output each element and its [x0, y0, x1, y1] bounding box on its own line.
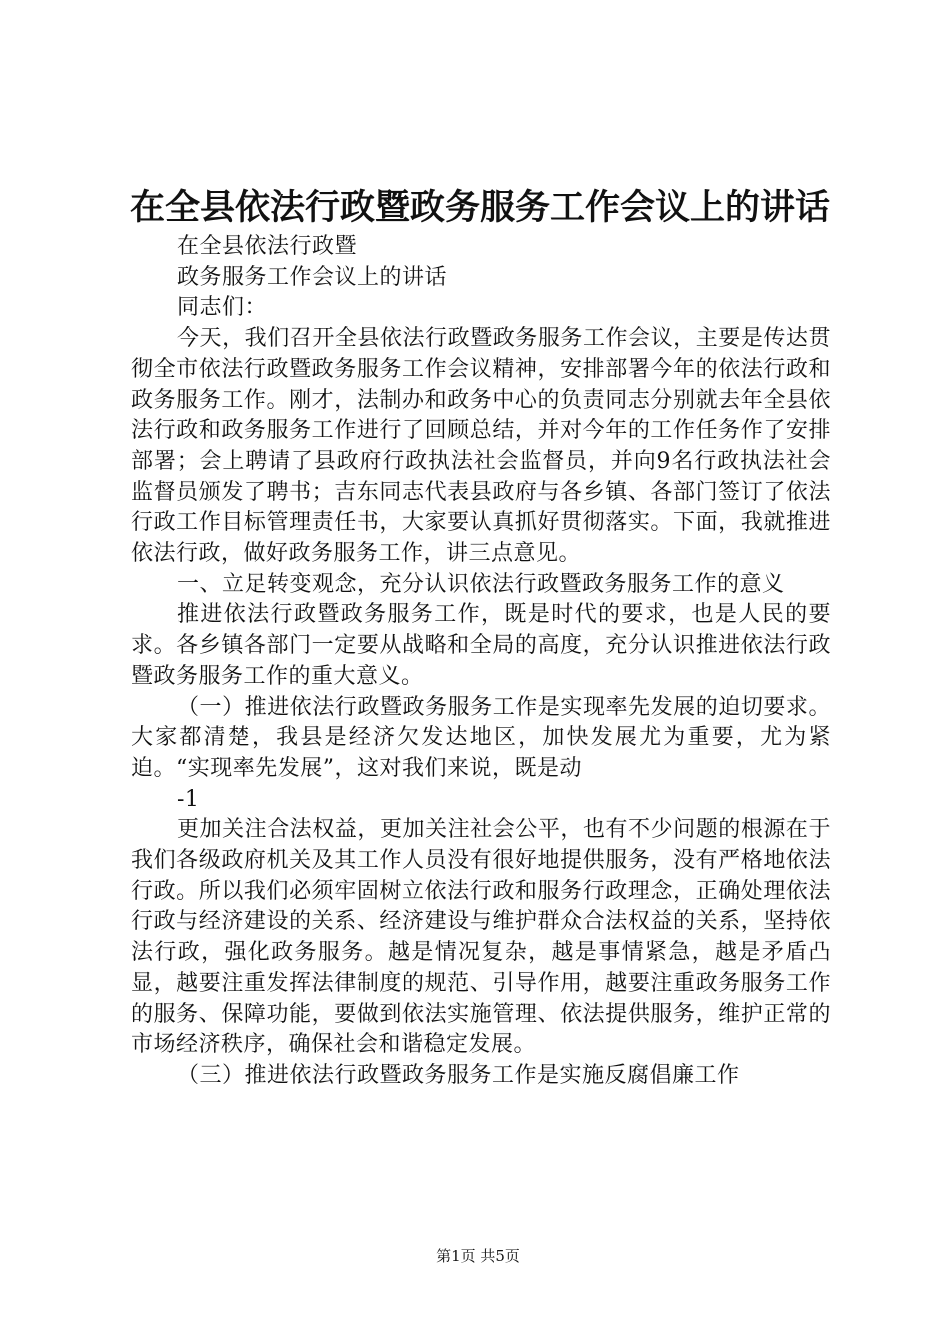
document-body [131, 232, 831, 1092]
section-one-intro: 推进依法行政暨政务服务工作，既是时代的要求，也是人民的要求。各乡镇各部门一定要从战略和全局的高度，充分认识推进依法行政暨政务服务工作的重大意义。 [131, 602, 831, 689]
section-one-heading: 一、立足转变观念，充分认识依法行政暨政务服务工作的意义 [177, 571, 785, 597]
page-marker: -1 [177, 786, 200, 812]
subtitle-line-2: 政务服务工作会议上的讲话 [177, 264, 448, 290]
subsection-three-heading: （三）推进依法行政暨政务服务工作是实施反腐倡廉工作 [177, 1062, 740, 1088]
subsection-one-paragraph: （一）推进依法行政暨政务服务工作是实现率先发展的迫切要求。大家都清楚，我县是经济欠发达地区，加快发展尤为重要，尤为紧迫。“实现率先发展”，这对我们来说，既是动 [131, 694, 831, 781]
continued-paragraph: 更加关注合法权益，更加关注社会公平，也有不少问题的根源在于我们各级政府机关及其工作人员没有很好地提供服务，没有严格地依法行政。所以我们必须牢固树立依法行政和服务行政理念，正确处理依法行政与经济建设的关系、经济建设与维护群众合法权益的关系，坚持依法行政，强化政务服务。越是情况复杂，越是事情紧急，越是矛盾凸显，越要注重发挥法律制度的规范、引导作用，越要注重政务服务工作的服务、保障功能，要做到依法实施管理、依法提供服务，维护正常的市场经济秩序，确保社会和谐稳定发展。 [131, 817, 831, 1058]
page-number: 第1页 共5页 [436, 1247, 520, 1265]
greeting: 同志们： [177, 295, 268, 321]
subtitle-line-1: 在全县依法行政暨 [177, 234, 358, 259]
document-title: 在全县依法行政暨政务服务工作会议上的讲话 [129, 187, 830, 228]
opening-paragraph: 今天，我们召开全县依法行政暨政务服务工作会议，主要是传达贯彻全市依法行政暨政务服务工作会议精神，安排部署今年的依法行政和政务服务工作。刚才，法制办和政务中心的负责同志分别就去年全县依法行政和政务服务工作进行了回顾总结，并对今年的工作任务作了安排部署；会上聘请了县政府行政执法社会监督员，并向9名行政执法社会监督员颁发了聘书；吉东同志代表县政府与各乡镇、各部门签订了依法行政工作目标管理责任书，大家要认真抓好贯彻落实。下面，我就推进依法行政，做好政务服务工作，讲三点意见。 [131, 326, 831, 567]
